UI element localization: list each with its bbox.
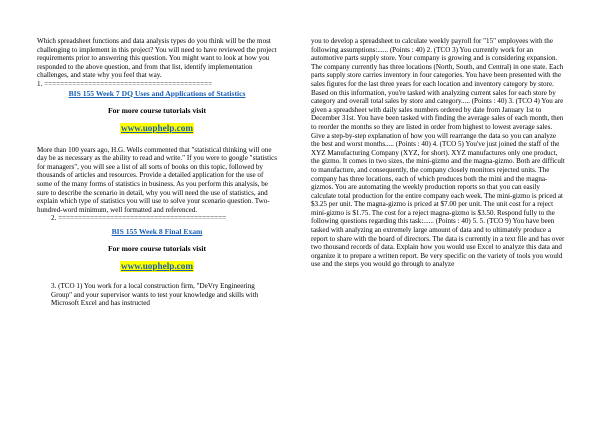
tutorials-text-1: For more course tutorials visit [108,105,206,115]
right-column [311,37,566,269]
uophelp-link-1[interactable]: www.uophelp.com [121,122,193,133]
separator-2: 2. ========================================== [51,214,227,223]
tutorials-text-2: For more course tutorials visit [108,243,206,253]
section-title-week7[interactable]: BIS 155 Week 7 DQ Uses and Applications of Statistics [68,88,246,98]
separator-1: 1. ========================================== [37,79,213,88]
intro-paragraph: Which spreadsheet functions and data analysis types do you think will be the most challenging to implement in this project? You will need to have reviewed the project requirements prior to answering this question. You might want to look at how you responded to the above question, and from that list, identify implementation challenges, and state why you feel that way. [37,37,277,80]
week7-body: More than 100 years ago, H.G. Wells commented that "statistical thinking will one day be as necessary as the ability to read and write." If you were to google "statistics for managers", you will see a list of all sorts of books on this topic, followed by thousands of articles and resources. Provide a detailed application for the use of some of the many forms of statistics in business. As you perform this analysis, be sure to describe the scenario in detail, why you will need the use of statistics, and explain which type of statistics you will use to solve your scenario question. Two-hundred-word minimum, well formatted and referenced. [37,145,278,214]
uophelp-link-2[interactable]: www.uophelp.com [121,260,193,271]
final-exam-questions: you to develop a spreadsheet to calculate weekly payroll for "15" employees with the following assumptions:...... (Points : 40) 2. (TCO 3) You currently work for an automotive parts supply store. Your company is growing and is considering expansion. The company currently has three locations (North, South, and Central) in one state. Each parts supply store carries inventory in four categories. You have been presented with the sales figures for the last three years for each location and inventory category by store. Based on this information, you're tasked with analyzing current sales for each store by category and overall total sales by store and category..... (Points : 40) 3. (TCO 4) You are given a spreadsheet with daily sales numbers ordered by date from January 1st to December 31st. You have been tasked with finding the average sales of each month, then to reorder the months so they are listed in order from highest to lowest average sales. Give a step-by-step explanation of how you will rearrange the data so you can analyze the best and worst months..... (Points : 40) 4. (TCO 5) You've just joined the staff of the XYZ Manufacturing Company (XYZ, for short). XYZ manufactures only one product, the gizmo. It comes in two sizes, the mini-gizmo and the magna-gizmo. Both are difficult to manufacture, and consequently, the company closely monitors rejected units. The company has three locations, each of which produces both the mini and the magna-gizmos. You are automating the weekly production reports so that you can easily calculate total production for the entire company each week. The mini-gizmo is priced at $3.25 per unit. The magna-gizmo is priced at $7.00 per unit. The unit cost for a reject mini-gizmo is $1.75. The cost for a reject magna-gizmo is $3.50. Respond fully to the following questions regarding this task:...... (Points : 40) 5. 5. (TCO 9) You have been tasked with analyzing an extremely large amount of data and to ultimately produce a report to share with the board of directors. The data is currently in a text file and has over two thousand records of data. Explain how you would use Excel to analyze this data and organize it to prepare a written report. Be very specific on the variety of tools you would use and the steps you would go through to analyze [311,37,565,269]
question-3: 3. (TCO 1) You work for a local construction firm, "DeVry Engineering Group" and your supervisor wants to test your knowledge and skills with Microsoft Excel and has instructed [51,281,259,308]
section-title-week8[interactable]: BIS 155 Week 8 Final Exam [111,226,203,236]
left-column [37,37,277,308]
